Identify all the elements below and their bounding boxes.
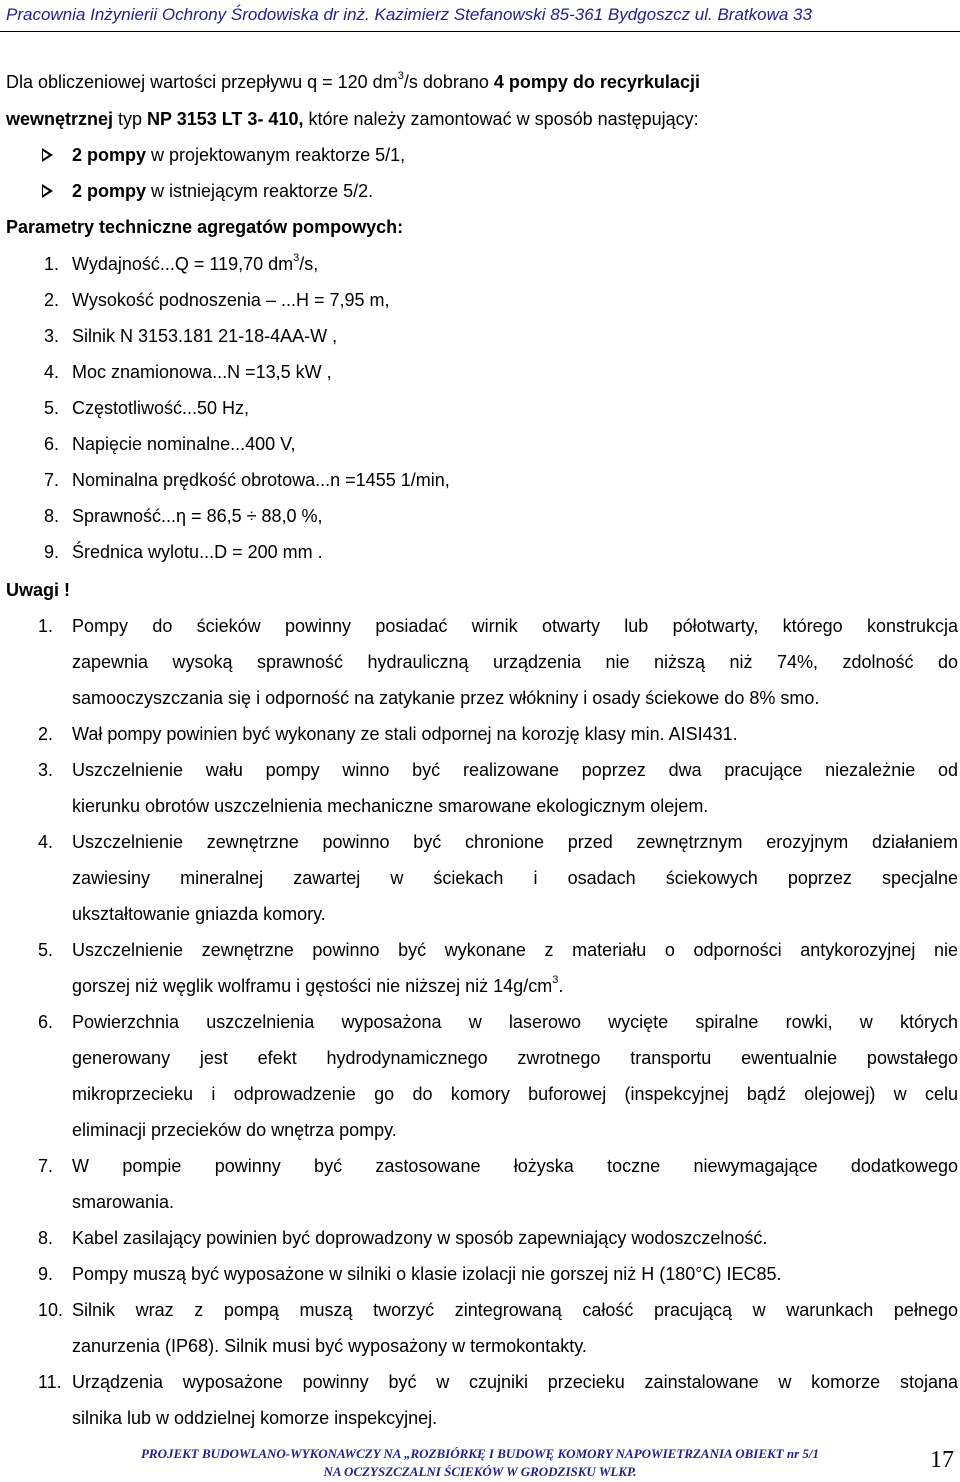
note-line xyxy=(72,1154,958,1178)
param-value: ...D = 200 mm . xyxy=(199,542,323,562)
note-tail: . xyxy=(558,976,564,996)
note-number: 4. xyxy=(38,832,54,852)
note-text: Pompy do ścieków powinny posiadać wirnik otwarty lub półotwarty, którego konstrukcja xyxy=(72,616,958,636)
note-text: zanurzenia (IP68). Silnik musi być wyposażony w termokontakty. xyxy=(72,1336,587,1356)
param-value: ...n =1455 1/min, xyxy=(315,470,450,490)
intro-text: Dla obliczeniowej wartości przepływu q = 120 dm xyxy=(6,72,398,92)
note-number: 11. xyxy=(38,1372,62,1392)
note-line xyxy=(72,794,708,818)
note-text: samooczyszczania się i odporność na zatykanie przez włókniny i osady ściekowe do 8% smo. xyxy=(72,688,820,708)
note-text: Uszczelnienie wału pompy winno być realizowane poprzez dwa pracujące niezależnie od xyxy=(72,760,958,780)
note-text: mikroprzecieku i odprowadzenie go do komory buforowej (inspekcyjnej bądź olejowej) w celu xyxy=(72,1084,958,1104)
intro-text: które należy zamontować w sposób następujący: xyxy=(303,109,699,129)
param-item xyxy=(72,396,249,420)
param-item xyxy=(72,468,450,492)
note-text: generowany jest efekt hydrodynamicznego zwrotnego transportu ewentualnie powstałego xyxy=(72,1048,958,1068)
note-text: gorszej niż węglik wolframu i gęstości nie niższej niż 14g/cm xyxy=(72,976,553,996)
param-label: Wydajność xyxy=(72,254,160,274)
notes-heading: Uwagi ! xyxy=(6,580,71,600)
arrow-bullet-icon xyxy=(42,184,53,198)
note-line xyxy=(72,938,958,962)
note-number: 5. xyxy=(38,940,54,960)
note-line xyxy=(72,722,738,746)
note-line xyxy=(72,1082,958,1106)
note-text: zawiesiny mineralnej zawartej w ściekach i osadach ściekowych poprzez specjalne xyxy=(72,868,958,888)
param-item xyxy=(72,252,318,276)
param-number: 3. xyxy=(44,326,60,346)
param-value: ...Q = 119,70 dm xyxy=(159,254,294,274)
note-line xyxy=(72,830,958,854)
param-item xyxy=(72,288,390,312)
param-label: Silnik N 3153.181 21-18-4AA-W , xyxy=(72,326,338,346)
arrow-bullet-icon xyxy=(42,148,53,162)
note-text: silnika lub w oddzielnej komorze inspekcyjnej. xyxy=(72,1408,438,1428)
param-item xyxy=(72,540,323,564)
bullet-item xyxy=(72,143,405,167)
note-number: 3. xyxy=(38,760,54,780)
superscript: 3 xyxy=(397,70,404,82)
note-text: kierunku obrotów uszczelnienia mechaniczne smarowane ekologicznym olejem. xyxy=(72,796,709,816)
param-label: Średnica wylotu xyxy=(72,542,200,562)
note-number: 8. xyxy=(38,1228,54,1248)
note-line xyxy=(72,1334,587,1358)
param-number: 1. xyxy=(44,254,60,274)
param-label: Napięcie nominalne xyxy=(72,434,231,454)
param-number: 4. xyxy=(44,362,60,382)
param-label: Wysokość podnoszenia – xyxy=(72,290,281,310)
note-text: Wał pompy powinien być wykonany ze stali odpornej na korozję klasy min. AISI431. xyxy=(72,724,738,744)
footer-line-2: NA OCZYSZCZALNI ŚCIEKÓW W GRODZISKU WLKP. xyxy=(323,1464,637,1479)
note-line xyxy=(72,1010,958,1034)
note-text: Uszczelnienie zewnętrzne powinno być chronione przed zewnętrznym erozyjnym działaniem xyxy=(72,832,958,852)
note-number: 2. xyxy=(38,724,54,744)
bullet-text: w projektowanym reaktorze 5/1, xyxy=(146,145,406,165)
superscript: 3 xyxy=(552,974,559,986)
intro-bold-text: wewnętrznej xyxy=(6,109,114,129)
note-line xyxy=(72,650,958,674)
note-number: 10. xyxy=(38,1300,64,1320)
param-value: ...400 V, xyxy=(230,434,296,454)
param-unit-tail: /s, xyxy=(299,254,319,274)
note-line xyxy=(72,902,326,926)
bullet-bold: 2 pompy xyxy=(72,181,147,201)
note-text: Kabel zasilający powinien być doprowadzony w sposób zapewniający wodoszczelność. xyxy=(72,1228,768,1248)
note-text: Urządzenia wyposażone powinny być w czujniki przecieku zainstalowane w komorze stojana xyxy=(72,1372,958,1392)
param-label: Sprawność xyxy=(72,506,162,526)
intro-text: /s dobrano xyxy=(403,72,494,92)
page-header xyxy=(6,4,956,26)
bullet-item xyxy=(72,179,373,203)
note-text: eliminacji przecieków do wnętrza pompy. xyxy=(72,1120,397,1140)
param-label: Częstotliwość xyxy=(72,398,183,418)
note-line xyxy=(72,1046,958,1070)
param-value: ...η = 86,5 ÷ 88,0 %, xyxy=(161,506,323,526)
note-number: 9. xyxy=(38,1264,54,1284)
note-text: Powierzchnia uszczelnienia wyposażona w laserowo wycięte spiralne rowki, w których xyxy=(72,1012,958,1032)
param-value: ...N =13,5 kW , xyxy=(212,362,332,382)
param-item xyxy=(72,324,337,348)
note-line xyxy=(72,974,563,998)
param-label: Moc znamionowa xyxy=(72,362,213,382)
note-text: W pompie powinny być zastosowane łożyska toczne niewymagające dodatkowego xyxy=(72,1156,958,1176)
note-text: Pompy muszą być wyposażone w silniki o klasie izolacji nie gorszej niż H (180°C) IEC85. xyxy=(72,1264,782,1284)
note-line xyxy=(72,686,819,710)
param-item xyxy=(72,360,332,384)
note-line xyxy=(72,614,958,638)
param-number: 7. xyxy=(44,470,60,490)
note-text: smarowania. xyxy=(72,1192,175,1212)
footer-line-1: PROJEKT BUDOWLANO-WYKONAWCZY NA „ROZBIÓRKĘ I BUDOWĘ KOMORY NAPOWIETRZANIA OBIEKT nr 5/1 xyxy=(140,1446,820,1461)
param-item xyxy=(72,504,323,528)
header-title: Pracownia Inżynierii Ochrony Środowiska dr inż. Kazimierz Stefanowski 85-361 Bydgoszcz ul. Bratkowa 33 xyxy=(6,5,812,24)
bullet-bold: 2 pompy xyxy=(72,145,147,165)
note-line xyxy=(72,1370,958,1394)
note-line xyxy=(72,1262,781,1286)
param-value: ...50 Hz, xyxy=(182,398,250,418)
param-number: 5. xyxy=(44,398,60,418)
param-number: 8. xyxy=(44,506,60,526)
note-text: Silnik wraz z pompą muszą tworzyć zintegrowaną całość pracującą w warunkach pełnego xyxy=(72,1300,958,1320)
note-line xyxy=(72,866,958,890)
param-value: ...H = 7,95 m, xyxy=(280,290,390,310)
intro-bold-text: 4 pompy do recyrkulacji xyxy=(493,72,700,92)
note-number: 6. xyxy=(38,1012,54,1032)
note-line xyxy=(72,1118,397,1142)
param-number: 6. xyxy=(44,434,60,454)
note-number: 1. xyxy=(38,616,54,636)
note-line xyxy=(72,1226,767,1250)
params-heading: Parametry techniczne agregatów pompowych: xyxy=(6,217,404,237)
bullet-text: w istniejącym reaktorze 5/2. xyxy=(146,181,374,201)
note-number: 7. xyxy=(38,1156,54,1176)
note-line xyxy=(72,1298,958,1322)
page-number: 17 xyxy=(930,1447,954,1473)
note-line xyxy=(72,1190,174,1214)
note-line xyxy=(72,1406,437,1430)
header-divider xyxy=(0,31,960,32)
note-text: Uszczelnienie zewnętrzne powinno być wykonane z materiału o odporności antykorozyjnej nie xyxy=(72,940,958,960)
note-text: ukształtowanie gniazda komory. xyxy=(72,904,326,924)
note-line xyxy=(72,758,958,782)
intro-text: typ xyxy=(113,109,148,129)
param-number: 2. xyxy=(44,290,60,310)
note-text: zapewnia wysoką sprawność hydrauliczną urządzenia nie niższą niż 74%, zdolność do xyxy=(72,652,958,672)
param-label: Nominalna prędkość obrotowa xyxy=(72,470,316,490)
param-number: 9. xyxy=(44,542,60,562)
pump-type: NP 3153 LT 3- 410, xyxy=(147,109,304,129)
intro-line-1 xyxy=(6,70,700,94)
superscript: 3 xyxy=(293,252,300,264)
intro-line-2 xyxy=(6,107,699,131)
param-item xyxy=(72,432,296,456)
